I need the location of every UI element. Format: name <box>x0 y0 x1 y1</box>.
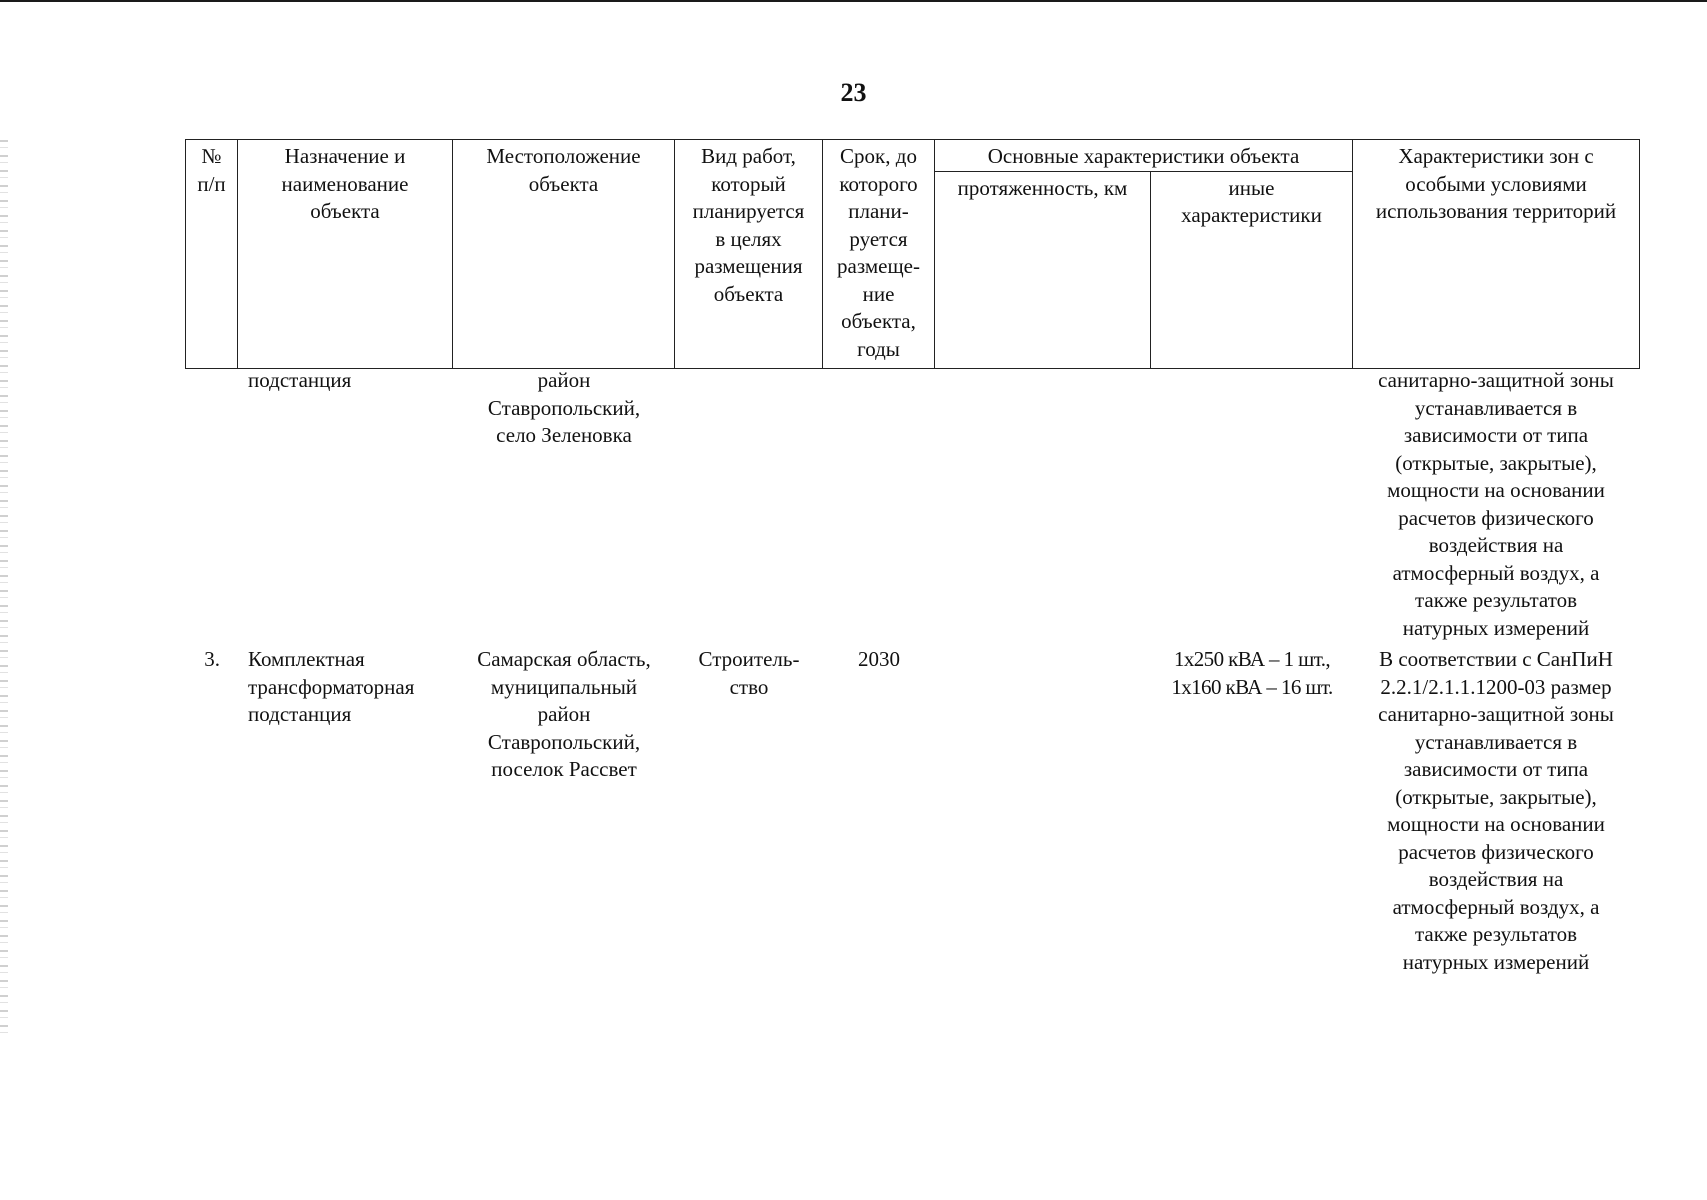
row-work-type-line: ство <box>729 674 769 699</box>
row-zones-line: санитарно-защитной зоны <box>1378 368 1614 392</box>
header-location-line: объекта <box>528 171 599 196</box>
header-num-line: № <box>201 144 222 168</box>
row-zones-line: расчетов физического <box>1398 839 1594 864</box>
header-length: протяженность, км <box>957 175 1128 200</box>
header-term-line: которого <box>839 171 918 196</box>
row-name-cell <box>248 646 453 729</box>
row-zones-line: В соответствии с СанПиН <box>1379 647 1613 671</box>
header-location-line: Местоположение <box>486 144 641 168</box>
top-border-line <box>0 0 1707 2</box>
header-main-characteristics: Основные характеристики объекта <box>987 144 1300 168</box>
header-zones-cell <box>1353 140 1640 369</box>
header-zones-line: Характеристики зон с <box>1398 144 1594 168</box>
row-zones-line: зависимости от типа <box>1403 423 1589 447</box>
header-zones-line: использования территорий <box>1375 199 1617 223</box>
row-zones-line: 2.2.1/2.1.1.1200-03 размер <box>1380 674 1612 699</box>
row-other-characteristics-cell <box>1151 646 1353 701</box>
header-work-type-line: Вид работ, <box>701 144 796 168</box>
row-zones-line: (открытые, закрытые), <box>1395 784 1597 809</box>
scan-edge-artifact <box>0 140 8 1040</box>
row-location-line: село Зеленовка <box>496 423 632 447</box>
row-location-cell <box>453 367 675 450</box>
row-term: 2030 <box>858 647 900 671</box>
row-work-type-line: Строитель- <box>698 647 800 671</box>
row-zones-line: воздействия на <box>1428 533 1564 557</box>
row-location-line: Самарская область, <box>477 647 651 671</box>
row-zones-line: расчетов физического <box>1398 505 1594 530</box>
row-zones-line: натурных измерений <box>1402 949 1590 974</box>
header-term-cell <box>823 140 935 369</box>
header-location-cell <box>453 140 675 369</box>
row-zones-line: атмосферный воздух, а <box>1392 894 1600 919</box>
row-name-line: Комплектная <box>248 647 365 671</box>
row-zones-line: мощности на основании <box>1387 812 1605 836</box>
header-other-characteristics-cell <box>1151 171 1353 368</box>
row-zones-line: натурных измерений <box>1402 615 1590 640</box>
header-term-line: ние <box>862 281 895 306</box>
header-length-cell <box>935 171 1151 368</box>
header-name-line: Назначение и <box>284 144 406 168</box>
row-work-type-cell <box>675 646 823 701</box>
row-zones-line: мощности на основании <box>1387 478 1605 502</box>
header-work-type-line: который <box>711 171 786 196</box>
header-work-type-cell <box>675 140 823 369</box>
row-number: 3. <box>204 647 220 671</box>
row-zones-cell <box>1353 646 1639 976</box>
row-number-cell <box>185 646 220 674</box>
row-name-line: подстанция <box>248 368 352 392</box>
row-zones-line: также результатов <box>1414 588 1578 612</box>
header-term-line: плани- <box>848 199 909 223</box>
header-term-line: объекта, <box>841 309 916 333</box>
header-name-line: объекта <box>310 199 380 223</box>
row-zones-line: также результатов <box>1414 922 1578 946</box>
row-zones-line: (открытые, закрытые), <box>1395 450 1597 475</box>
row-location-line: муниципальный <box>490 674 638 699</box>
header-work-type-line: объекта <box>713 281 784 306</box>
table-header <box>185 139 1640 369</box>
row-name-line: подстанция <box>248 702 352 726</box>
header-term-line: руется <box>849 226 908 251</box>
row-zones-line: зависимости от типа <box>1403 757 1589 781</box>
row-zones-line: устанавливается в <box>1414 395 1578 420</box>
row-location-line: Ставропольский, <box>487 729 641 754</box>
row-zones-line: санитарно-защитной зоны <box>1378 702 1614 726</box>
header-term-line: размеще- <box>837 254 920 278</box>
header-term-line: Срок, до <box>840 144 917 168</box>
header-name-line: наименование <box>281 171 409 196</box>
row-zones-cell <box>1353 367 1639 642</box>
row-term-cell <box>823 646 935 674</box>
row-zones-line: воздействия на <box>1428 867 1564 891</box>
header-num-cell <box>186 140 238 369</box>
header-other-line: характеристики <box>1181 203 1322 227</box>
row-zones-line: устанавливается в <box>1414 729 1578 754</box>
row-location-line: Ставропольский, <box>487 395 641 420</box>
header-other-line: иные <box>1228 175 1275 200</box>
header-name-cell <box>238 140 453 369</box>
page-number: 23 <box>840 78 867 107</box>
row-location-line: поселок Рассвет <box>491 757 637 781</box>
header-work-type-line: размещения <box>694 254 803 278</box>
row-location-cell <box>453 646 675 784</box>
header-work-type-line: планируется <box>692 199 805 223</box>
header-work-type-line: в целях <box>715 226 782 251</box>
row-name-cell <box>248 367 453 395</box>
row-location-line: район <box>537 702 591 726</box>
header-num-line: п/п <box>197 171 226 196</box>
row-zones-line: атмосферный воздух, а <box>1392 560 1600 585</box>
header-main-characteristics-cell <box>935 140 1353 172</box>
header-term-line: годы <box>857 336 900 361</box>
header-zones-line: особыми условиями <box>1405 171 1587 196</box>
row-location-line: район <box>537 368 591 392</box>
row-other-line: 1х250 кВА – 1 шт., <box>1173 647 1331 671</box>
row-name-line: трансформаторная <box>248 674 415 699</box>
row-other-line: 1х160 кВА – 16 шт. <box>1171 674 1333 699</box>
